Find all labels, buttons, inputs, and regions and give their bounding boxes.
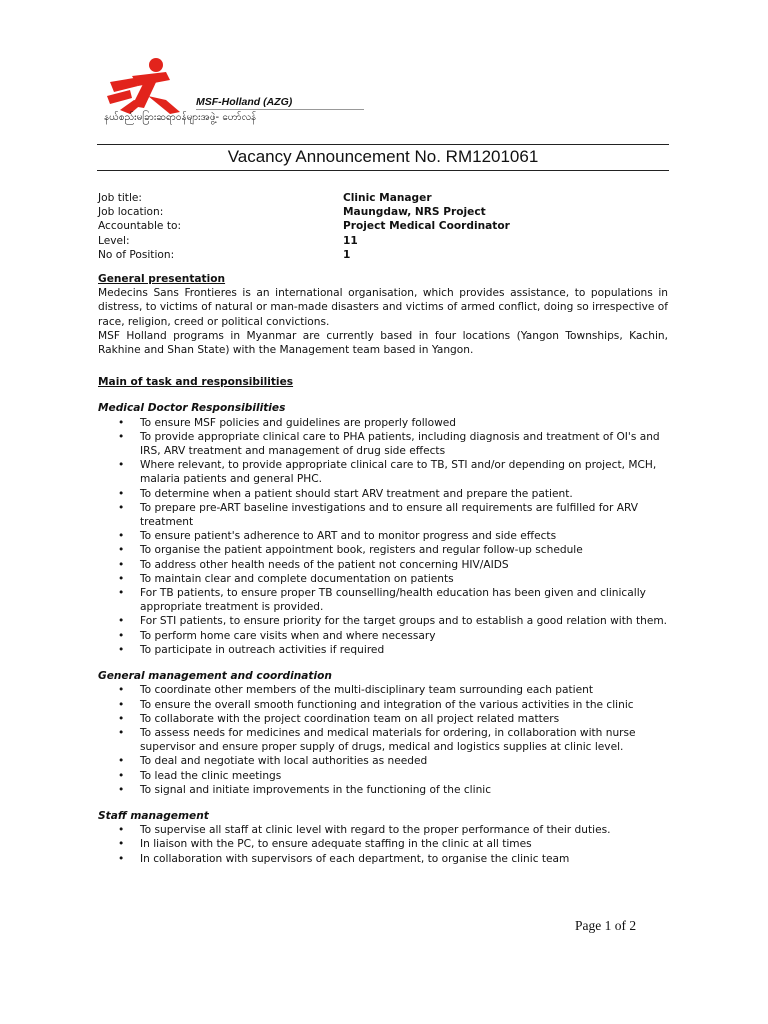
title-bottom-rule xyxy=(97,170,669,171)
list-item: • To address other health needs of the patient not concerning HIV/AIDS xyxy=(140,558,668,572)
title-top-rule xyxy=(97,144,669,145)
general-presentation-heading: General presentation xyxy=(98,273,226,286)
field-label: No of Position: xyxy=(98,248,175,261)
list-item: • In collaboration with supervisors of each department, to organise the clinic team xyxy=(140,852,668,866)
field-value: Clinic Manager xyxy=(343,192,432,204)
list-item: • To ensure the overall smooth functioning and integration of the various activities in the clinic xyxy=(140,698,668,712)
field-label: Accountable to: xyxy=(98,220,182,233)
main-tasks-heading: Main of task and responsibilities xyxy=(98,376,294,389)
field-label: Level: xyxy=(98,234,130,247)
job-fields xyxy=(98,191,668,262)
field-value: Project Medical Coordinator xyxy=(343,220,510,233)
field-label: Job title: xyxy=(98,192,142,204)
list-item: • To maintain clear and complete documentation on patients xyxy=(140,572,668,586)
responsibility-sections xyxy=(98,401,668,865)
org-name-burmese: နယ်စည်းမခြားဆရာဝန်များအဖွဲ့- ဟော်လန် xyxy=(104,112,257,123)
list-item: • To ensure patient's adherence to ART and to monitor progress and side effects xyxy=(140,529,668,543)
document-body xyxy=(98,191,668,866)
list-item: • To supervise all staff at clinic level with regard to the proper performance of their duties. xyxy=(140,823,668,837)
responsibility-list xyxy=(98,823,668,866)
page-number: Page 1 of 2 xyxy=(575,918,637,933)
page-title: Vacancy Announcement No. RM1201061 xyxy=(227,147,539,166)
field-value: 1 xyxy=(343,248,351,261)
msf-running-man-icon xyxy=(104,56,194,116)
list-item: • To prepare pre-ART baseline investigations and to ensure all requirements are fulfilled for ARV treatment xyxy=(140,501,668,529)
list-item: • To signal and initiate improvements in the functioning of the clinic xyxy=(140,783,668,797)
list-item: • Where relevant, to provide appropriate clinical care to TB, STI and/or depending on project, MCH, malaria patients and general PHC. xyxy=(140,458,668,486)
list-item: • For STI patients, to ensure priority for the target groups and to establish a good relation with them. xyxy=(140,614,668,628)
section-title: Medical Doctor Responsibilities xyxy=(98,402,286,415)
list-item: • For TB patients, to ensure proper TB counselling/health education has been given and clinically appropriate treatment is provided. xyxy=(140,586,668,614)
list-item: • To participate in outreach activities if required xyxy=(140,643,668,657)
field-value: Maungdaw, NRS Project xyxy=(343,206,486,219)
list-item: • To ensure MSF policies and guidelines are properly followed xyxy=(140,416,668,430)
msf-logo xyxy=(104,56,364,126)
list-item: • To lead the clinic meetings xyxy=(140,769,668,783)
general-paragraph-2: MSF Holland programs in Myanmar are currently based in four locations (Yangon Townships, Kachin, Rakhine and Shan State) with the Management team based in Yangon. xyxy=(98,329,668,357)
list-item: • In liaison with the PC, to ensure adequate staffing in the clinic at all times xyxy=(140,837,668,851)
list-item: • To assess needs for medicines and medical materials for ordering, in collaboration with nurse supervisor and ensure proper supply of drugs, medical and logistics supplies at clinic level. xyxy=(140,726,668,754)
list-item: • To coordinate other members of the multi-disciplinary team surrounding each patient xyxy=(140,683,668,697)
list-item: • To provide appropriate clinical care to PHA patients, including diagnosis and treatment of OI's and IRS, ARV treatment and management of drug side effects xyxy=(140,430,668,458)
field-label: Job location: xyxy=(98,206,164,219)
field-value: 11 xyxy=(343,234,358,247)
list-item: • To perform home care visits when and where necessary xyxy=(140,629,668,643)
org-name: MSF-Holland (AZG) xyxy=(196,96,293,108)
list-item: • To determine when a patient should start ARV treatment and prepare the patient. xyxy=(140,487,668,501)
list-item: • To deal and negotiate with local authorities as needed xyxy=(140,754,668,768)
general-paragraph-1: Medecins Sans Frontieres is an international organisation, which provides assistance, to populations in distress, to victims of natural or man-made disasters and victims of armed conflict, doing so irrespective of race, religion, creed or political convictions. xyxy=(98,287,668,328)
list-item: • To organise the patient appointment book, registers and regular follow-up schedule xyxy=(140,543,668,557)
responsibility-list xyxy=(98,683,668,797)
section-title: General management and coordination xyxy=(98,670,332,683)
responsibility-list xyxy=(98,416,668,657)
list-item: • To collaborate with the project coordination team on all project related matters xyxy=(140,712,668,726)
section-title: Staff management xyxy=(98,809,209,822)
